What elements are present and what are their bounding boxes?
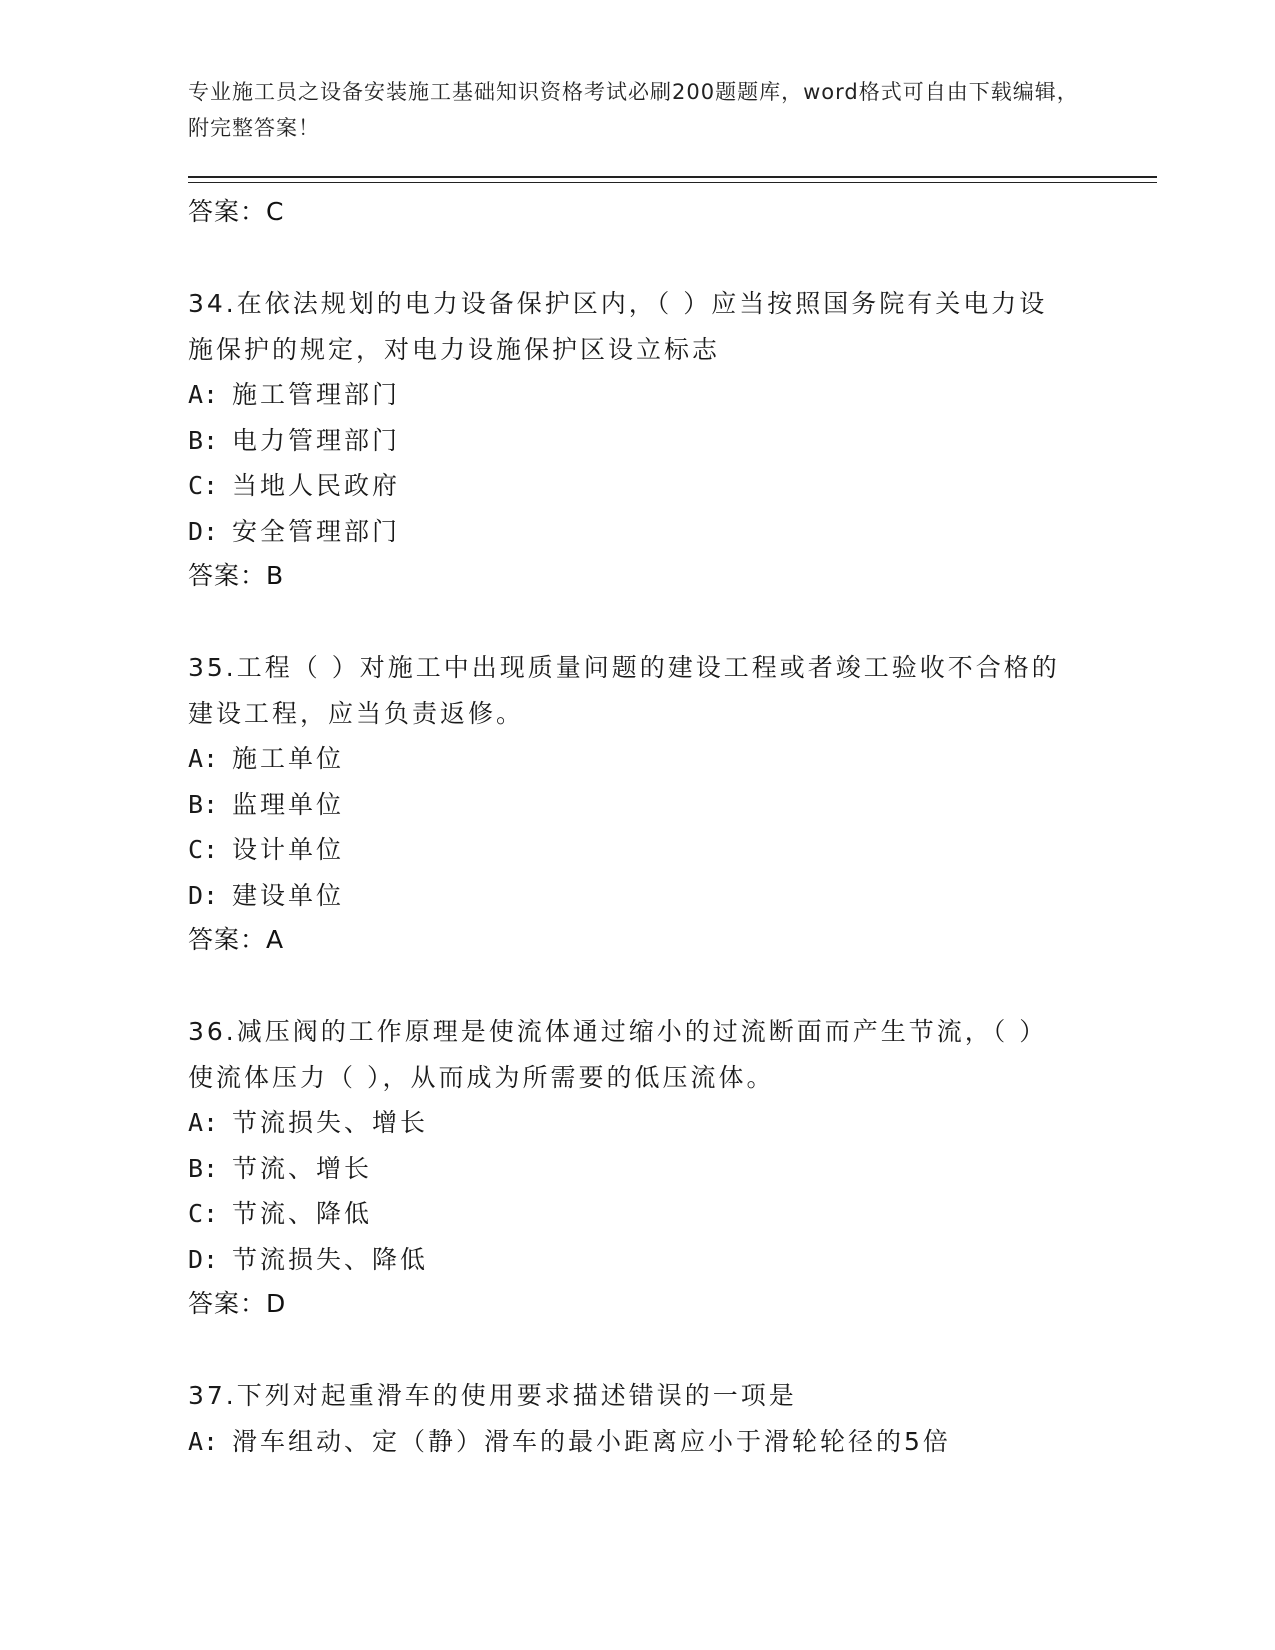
header-divider-thick (188, 176, 1157, 178)
option-text: 节流、增长 (232, 1153, 373, 1183)
option-b (188, 782, 1068, 828)
option-text: 安全管理部门 (232, 516, 401, 546)
option-letter: A: (188, 1426, 219, 1456)
option-letter: A: (188, 1108, 219, 1137)
option-text: 电力管理部门 (232, 425, 401, 455)
page-header: 专业施工员之设备安装施工基础知识资格考试必刷200题题库，word格式可自由下载编辑，附完整答案！ (188, 80, 1079, 140)
option-a (188, 1419, 1068, 1465)
question-block (188, 281, 1068, 598)
answer-line: 答案：B (188, 561, 285, 590)
option-c (188, 463, 1068, 509)
answer-line: 答案：D (188, 1289, 287, 1318)
option-text: 监理单位 (232, 789, 345, 819)
question-block (188, 645, 1068, 962)
option-a (188, 1100, 1068, 1146)
option-letter: A: (188, 380, 219, 409)
option-text: 节流、降低 (232, 1199, 373, 1228)
option-letter: C: (188, 1199, 219, 1228)
option-text: 施工管理部门 (232, 380, 401, 409)
option-text: 设计单位 (232, 835, 345, 864)
option-text: 施工单位 (232, 744, 345, 773)
option-letter: C: (188, 835, 219, 864)
option-text: 节流损失、增长 (232, 1108, 429, 1137)
option-text: 节流损失、降低 (232, 1244, 429, 1274)
answer-line: 答案：A (188, 925, 285, 954)
question-stem: 34.在依法规划的电力设备保护区内，（ ）应当按照国务院有关电力设施保护的规定，对电力设施保护区设立标志 (188, 289, 1048, 364)
option-b (188, 1146, 1068, 1192)
question-stem: 35.工程（ ）对施工中出现质量问题的建设工程或者竣工验收不合格的建设工程，应当负责返修。 (188, 653, 1060, 728)
question-stem: 37.下列对起重滑车的使用要求描述错误的一项是 (188, 1381, 797, 1410)
option-a (188, 736, 1068, 782)
question-list (188, 190, 1068, 1464)
question-block (188, 1373, 1068, 1464)
option-c (188, 1191, 1068, 1237)
option-text: 滑车组动、定（静）滑车的最小距离应小于滑轮轮径的5倍 (232, 1426, 951, 1456)
option-letter: A: (188, 744, 219, 773)
option-letter: D: (188, 1244, 219, 1274)
option-letter: D: (188, 880, 219, 910)
option-letter: C: (188, 471, 219, 500)
option-letter: D: (188, 516, 219, 546)
option-b (188, 418, 1068, 464)
option-letter: B: (188, 425, 219, 455)
option-d (188, 509, 1068, 555)
question-stem: 36.减压阀的工作原理是使流体通过缩小的过流断面而产生节流，（ ）使流体压力（ ），从而成为所需要的低压流体。 (188, 1017, 1048, 1092)
option-text: 当地人民政府 (232, 471, 401, 500)
option-text: 建设单位 (232, 880, 345, 910)
option-a (188, 372, 1068, 418)
question-block (188, 1009, 1068, 1326)
header-divider-thin (188, 182, 1157, 183)
option-d (188, 1237, 1068, 1283)
option-c (188, 827, 1068, 873)
option-letter: B: (188, 789, 219, 819)
option-d (188, 873, 1068, 919)
option-letter: B: (188, 1153, 219, 1183)
answer-line: 答案：C (188, 197, 285, 226)
